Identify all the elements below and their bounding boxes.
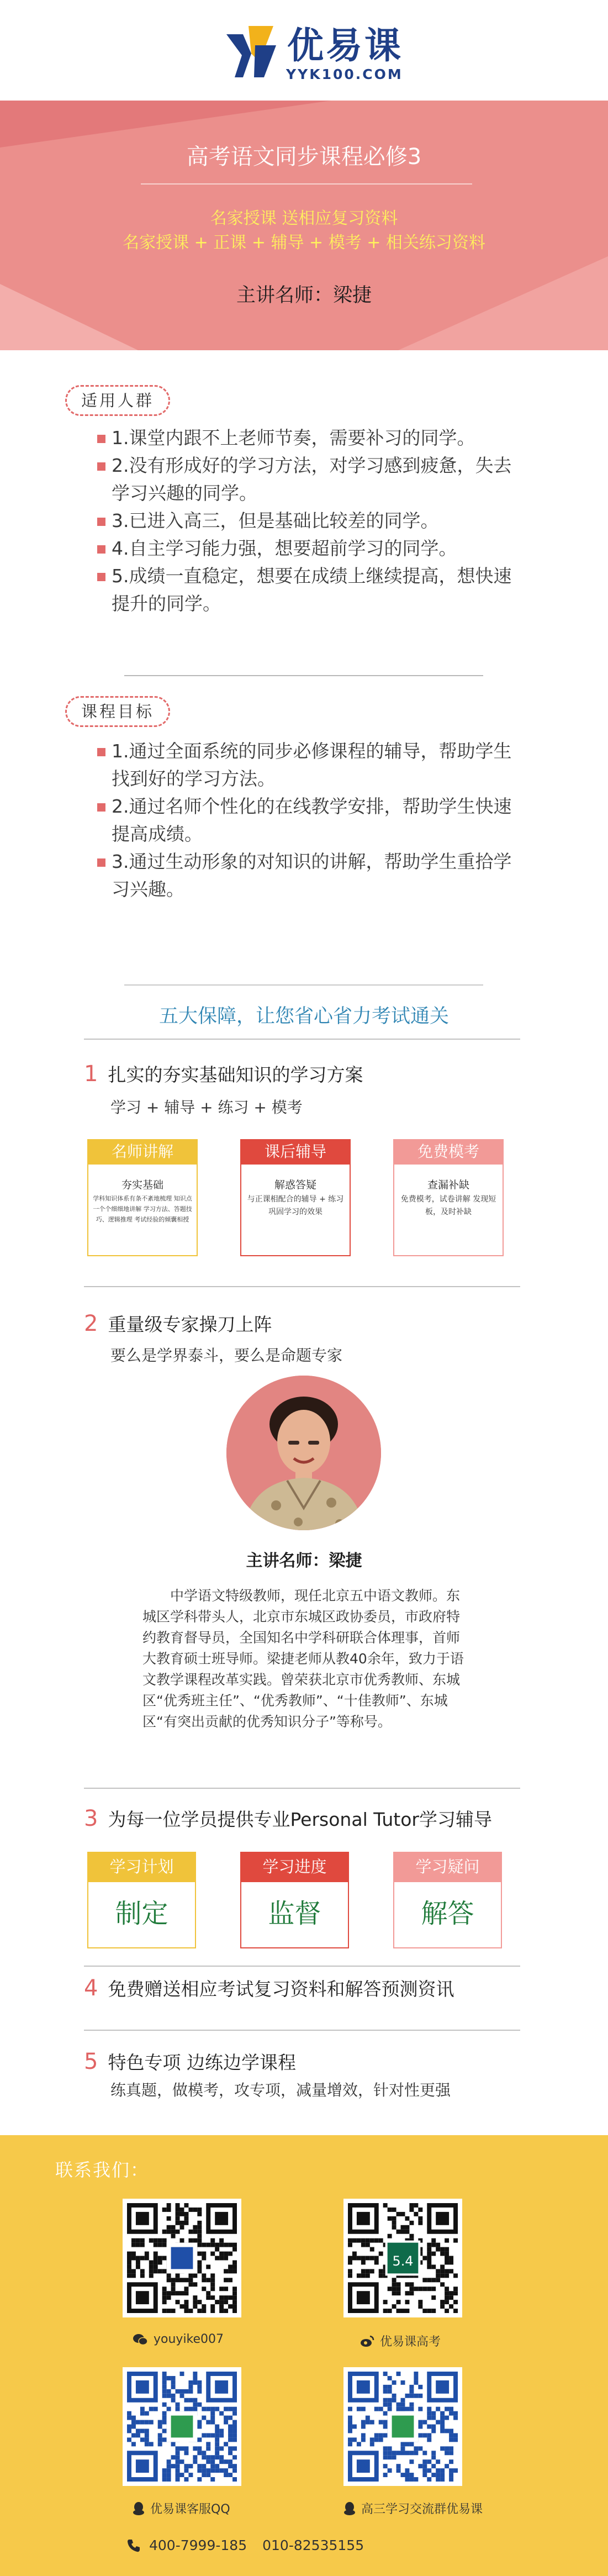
teacher-name: 主讲名师：梁捷 <box>246 1551 362 1571</box>
qr-caption-weibo: 优易课高考 <box>360 2332 441 2350</box>
bullet-icon <box>97 748 105 756</box>
section-divider <box>124 984 483 986</box>
guarantee-title: 五大保障，让您省心省力考试通关 <box>158 1005 449 1028</box>
card-title: 夯实基础 <box>121 1179 163 1191</box>
qr-code-wechat[interactable] <box>123 2199 241 2317</box>
card-value: 监督 <box>268 1898 321 1929</box>
goals-list <box>97 737 522 903</box>
feature-card-tutoring <box>240 1139 351 1256</box>
section-divider <box>84 1788 520 1789</box>
card-title: 解惑答疑 <box>274 1179 316 1191</box>
card-description: 免费模考，试卷讲解 发现短板，及时补缺 <box>400 1195 496 1216</box>
card-value: 解答 <box>421 1898 474 1929</box>
hero-subtitle: 名家授课 送相应复习资料 <box>210 209 398 228</box>
bullet-icon <box>97 858 105 867</box>
list-item: 1.通过全面系统的同步必修课程的辅导，帮助学生找到好的学习方法。 <box>97 737 522 793</box>
qr-code-icon <box>127 2203 237 2313</box>
section-number: 3 <box>84 1806 98 1831</box>
qr-code-icon <box>348 2203 458 2313</box>
tutor-card-progress <box>240 1852 349 1948</box>
section-divider <box>84 1039 520 1040</box>
contact-phone <box>126 2537 364 2553</box>
bullet-icon <box>97 545 105 554</box>
card-description: 学科知识体系有条不紊地梳理 知识点一个个细细地讲解 学习方法、答题技巧、逻辑推理 考试经验的倾囊相授 <box>93 1195 192 1223</box>
tutor-card-plan <box>87 1852 196 1948</box>
guarantee-5-subtitle: 练真题，做模考，攻专项，减量增效，针对性更强 <box>110 2081 451 2099</box>
audience-list <box>97 424 522 618</box>
guarantee-3-heading: 3 为每一位学员提供专业Personal Tutor学习辅导 <box>84 1806 492 1831</box>
list-item: 4.自主学习能力强，想要超前学习的同学。 <box>97 535 522 562</box>
weibo-icon <box>360 2335 374 2347</box>
list-item: 2.通过名师个性化的在线教学安排，帮助学生快速提高成绩。 <box>97 793 522 848</box>
bullet-icon <box>97 803 105 812</box>
guarantee-1-subtitle: 学习 + 辅导 + 练习 + 模考 <box>110 1098 303 1116</box>
phone-number-2[interactable]: 010-82535155 <box>262 2537 364 2553</box>
list-item: 1.课堂内跟不上老师节奏，需要补习的同学。 <box>97 424 522 452</box>
guarantee-1-heading: 1 扎实的夯实基础知识的学习方案 <box>84 1061 363 1087</box>
course-title: 高考语文同步课程必修3 <box>186 144 422 170</box>
wechat-icon <box>133 2333 148 2346</box>
card-value: 制定 <box>115 1898 168 1929</box>
hero-teacher: 主讲名师：梁捷 <box>236 285 372 307</box>
card-header: 学习疑问 <box>393 1852 502 1882</box>
guarantee-2-heading: 2 重量级专家操刀上阵 <box>84 1311 272 1336</box>
goals-tag: 课程目标 <box>65 696 170 727</box>
card-description: 与正课相配合的辅导 + 练习巩固学习的效果 <box>247 1195 344 1216</box>
section-number: 1 <box>84 1061 98 1087</box>
card-title: 查漏补缺 <box>427 1179 469 1191</box>
guarantee-2-subtitle: 要么是学界泰斗，要么是命题专家 <box>110 1346 343 1365</box>
section-divider <box>84 1966 520 1967</box>
logo-bar <box>0 0 608 101</box>
guarantee-4-heading: 4 免费赠送相应考试复习资料和解答预测资讯 <box>84 1976 454 2001</box>
logo-text-en: YYK100.COM <box>286 66 403 82</box>
qr-caption-qq-service: 优易课客服QQ <box>133 2500 230 2517</box>
section-divider <box>84 2030 520 2031</box>
bullet-icon <box>97 462 105 471</box>
feature-card-lecture <box>87 1139 198 1256</box>
logo-text-cn: 优易课 <box>287 24 403 67</box>
card-header: 学习计划 <box>87 1852 196 1882</box>
card-header: 免费模考 <box>393 1139 504 1165</box>
qr-code-qq-group[interactable] <box>343 2367 462 2486</box>
card-header: 学习进度 <box>240 1852 349 1882</box>
tutor-card-questions <box>393 1852 502 1948</box>
qr-code-weibo[interactable] <box>343 2199 462 2317</box>
teacher-avatar <box>226 1376 381 1530</box>
section-number: 2 <box>84 1311 98 1336</box>
teacher-bio: 中学语文特级教师，现任北京五中语文教师。东城区学科带头人，北京市东城区政协委员，市政府特约教育督导员，全国知名中学科研联合体理事，首师大教育硕士班导师。梁捷老师从教40余年，致力于语文教学课程改革实践。曾荣获北京市优秀教师、东城区“优秀班主任”、“优秀教师”、“十佳教师”、东城区“有突出贡献的优秀知识分子”等称号。 <box>142 1588 464 1730</box>
feature-card-mock-exam <box>393 1139 504 1256</box>
list-item: 3.通过生动形象的对知识的讲解，帮助学生重拾学习兴趣。 <box>97 848 522 903</box>
guarantee-5-heading: 5 特色专项 边练边学课程 <box>84 2049 296 2074</box>
phone-icon <box>126 2538 141 2553</box>
audience-tag: 适用人群 <box>65 385 170 416</box>
bullet-icon <box>97 435 105 443</box>
section-number: 4 <box>84 1976 98 2001</box>
section-divider <box>84 1286 520 1287</box>
qr-code-qq-service[interactable] <box>123 2367 241 2486</box>
hero-divider <box>141 183 472 185</box>
phone-number-1[interactable]: 400-7999-185 <box>149 2537 247 2553</box>
hero-banner <box>0 101 608 350</box>
contact-section <box>0 2135 608 2576</box>
teacher-portrait-icon <box>226 1376 381 1530</box>
hero-subtitle-detail: 名家授课 + 正课 + 辅导 + 模考 + 相关练习资料 <box>123 233 485 252</box>
contact-title: 联系我们： <box>55 2159 150 2180</box>
section-divider <box>124 675 483 676</box>
site-logo[interactable] <box>221 23 403 82</box>
qr-caption-qq-group: 高三学习交流群优易课 <box>343 2500 483 2517</box>
qq-icon <box>343 2501 356 2516</box>
card-header: 名师讲解 <box>87 1139 198 1165</box>
bullet-icon <box>97 573 105 581</box>
bullet-icon <box>97 518 105 526</box>
card-header: 课后辅导 <box>240 1139 351 1165</box>
list-item: 3.已进入高三，但是基础比较差的同学。 <box>97 507 522 535</box>
logo-mark-icon <box>221 23 282 78</box>
section-number: 5 <box>84 2049 98 2074</box>
list-item: 2.没有形成好的学习方法，对学习感到疲惫，失去学习兴趣的同学。 <box>97 452 522 507</box>
qq-icon <box>133 2501 145 2516</box>
qr-badge-label: 5.4 <box>392 2253 414 2269</box>
list-item: 5.成绩一直稳定，想要在成绩上继续提高，想快速提升的同学。 <box>97 562 522 618</box>
qr-caption-wechat: youyike007 <box>133 2332 224 2346</box>
qr-code-icon <box>348 2372 458 2482</box>
qr-code-icon <box>127 2372 237 2482</box>
